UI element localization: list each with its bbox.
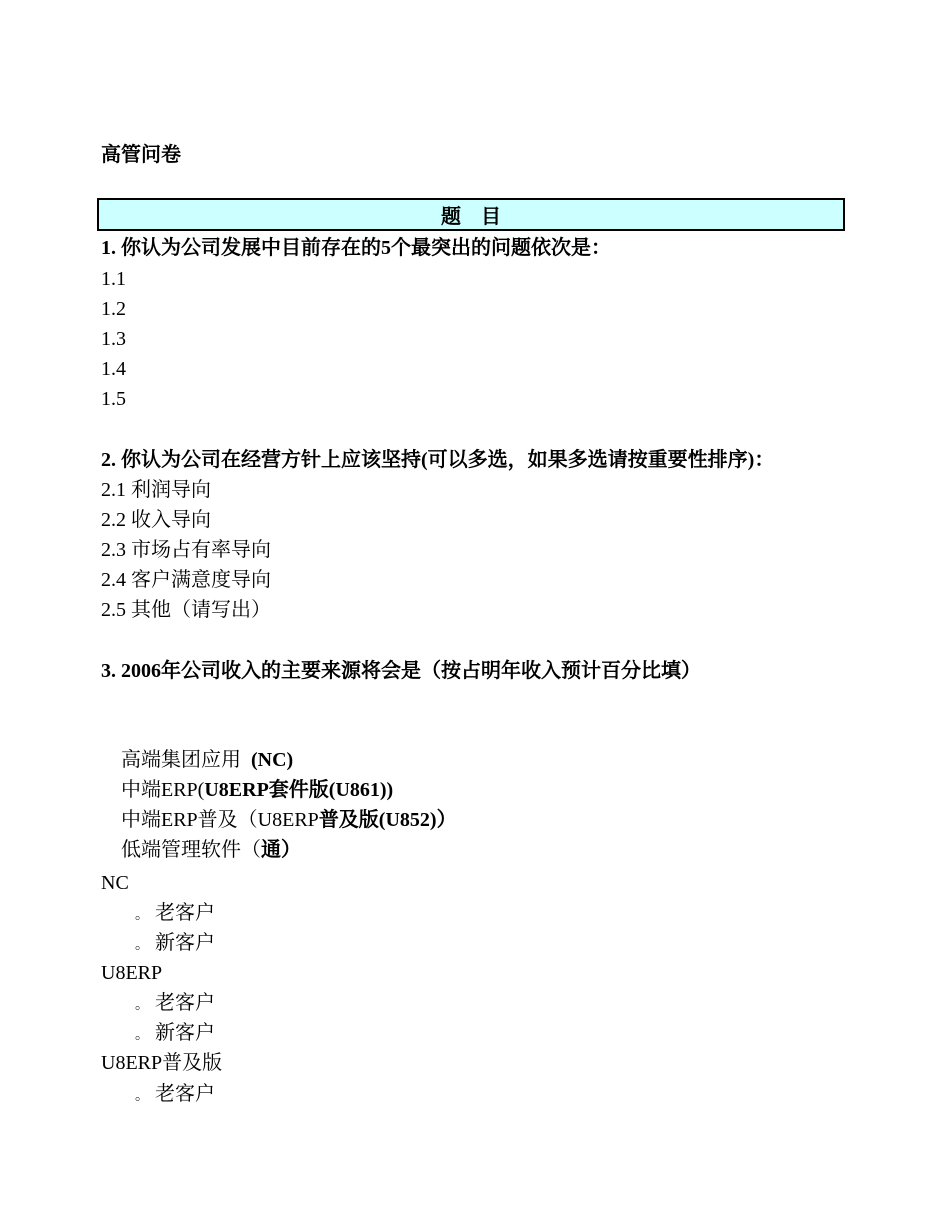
bullet-icon: 。 [135,1089,149,1104]
sub-label: 老客户 [155,902,215,924]
sub-label: 新客户 [155,1022,215,1044]
group-nc-new [135,929,215,960]
sub-label: 老客户 [155,1083,215,1105]
product-bold: 普及版(U852)） [318,809,457,831]
product-prefix: 中端ERP普及（U8ERP [121,809,319,831]
option-2-5: 2.5 其他（请写出） [101,599,271,621]
group-u8erp-basic: U8ERP普及版 [101,1052,223,1074]
answer-1-2: 1.2 [101,298,126,320]
page-title: 高管问卷 [101,144,181,166]
answer-1-4: 1.4 [101,358,126,380]
question-3: 3. 2006年公司收入的主要来源将会是（按占明年收入预计百分比填） [101,660,701,682]
question-2: 2. 你认为公司在经营方针上应该坚持(可以多选，如果多选请按重要性排序)： [101,449,775,471]
product-prefix: 中端ERP( [121,779,205,801]
option-2-4: 2.4 客户满意度导向 [101,569,271,591]
product-bold: 通） [261,839,301,861]
product-prefix: 低端管理软件（ [121,839,261,861]
bullet-icon: 。 [135,1028,149,1043]
table-header [97,198,845,231]
product-line-tong [101,808,301,892]
bullet-icon: 。 [135,998,149,1013]
bullet-icon: 。 [135,938,149,953]
sub-label: 新客户 [155,932,215,954]
group-nc: NC [101,872,129,894]
group-u8erp-old [135,989,215,1020]
option-2-2: 2.2 收入导向 [101,509,211,531]
product-prefix: 高端集团应用 [121,749,251,771]
sub-label: 老客户 [155,992,215,1014]
product-bold: (NC) [251,749,294,771]
answer-1-5: 1.5 [101,388,126,410]
group-nc-old [135,899,215,930]
answer-1-3: 1.3 [101,328,126,350]
option-2-3: 2.3 市场占有率导向 [101,539,271,561]
bullet-icon: 。 [135,908,149,923]
product-bold: U8ERP套件版(U861)) [204,779,394,801]
group-u8erp-new [135,1019,215,1050]
group-u8erp: U8ERP [101,962,163,984]
option-2-1: 2.1 利润导向 [101,479,211,501]
group-u8erp-basic-old [135,1080,215,1111]
question-1: 1. 你认为公司发展中目前存在的5个最突出的问题依次是： [101,237,611,259]
answer-1-1: 1.1 [101,268,126,290]
table-header-label: 题 目 [441,206,501,228]
